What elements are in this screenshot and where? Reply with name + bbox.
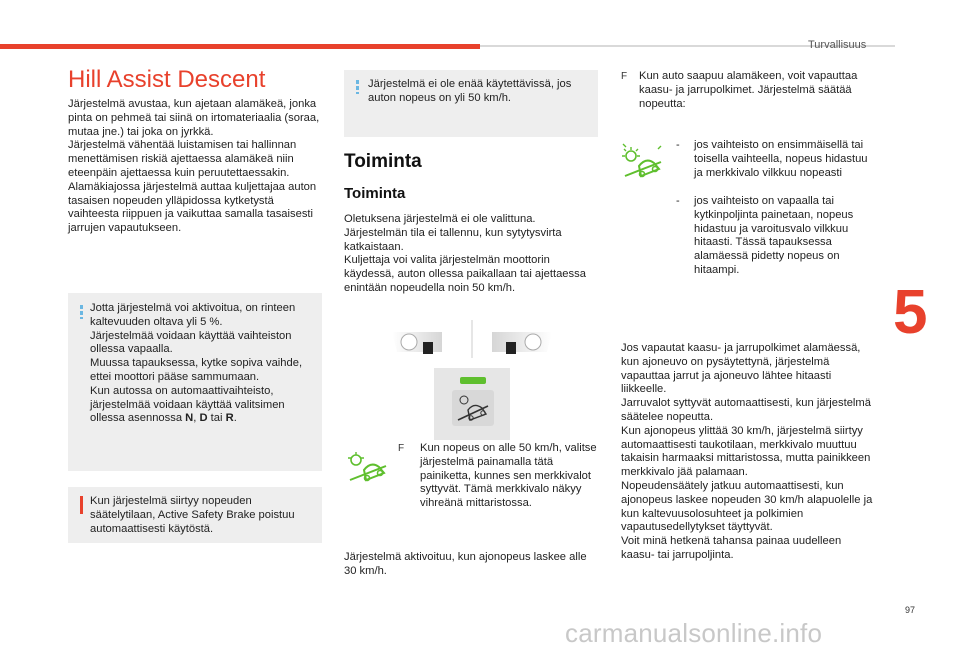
- step-release-pedals: [639, 70, 877, 111]
- step-text: Kun nopeus on alle 50 km/h, valitse järjestelmä painamalla tätä painiketta, kunnes sen merkkivalot syttyvät. Tämä merkkivalo näkyy vihreänä mittaristossa.: [420, 442, 597, 510]
- info-text-span: Kun autossa on automaattivaihteisto, järjestelmää voidaan käyttää valitsimen ollessa asennossa: [90, 384, 285, 425]
- page-number: 97: [905, 605, 916, 615]
- operation-text: [344, 213, 596, 296]
- bullet-marker: F: [398, 443, 405, 454]
- info-text: [90, 385, 318, 426]
- separator: ,: [193, 412, 200, 425]
- section-heading: Toiminta: [344, 151, 422, 172]
- dash-text: jos vaihteisto on vapaalla tai kytkinpoljinta painetaan, nopeus hidastuu ja varoitusvalo vilkkuu hitaasti. Tässä tapauksessa alamäessä pidetty nopeus on hitaampi.: [694, 195, 854, 276]
- intro-paragraph: Järjestelmä avustaa, kun ajetaan alamäkeä, jonka pinta on pehmeä tai siinä on irtomateriaalia (soraa, mutaa jne.) tai joka on jyrkkä.: [68, 98, 320, 138]
- page-title: Hill Assist Descent: [68, 66, 266, 93]
- body-paragraph: Kuljettaja voi valita järjestelmän moottorin käydessä, auton ollessa paikallaan tai ajettaessa enintään nopeudella noin 50 km/h.: [344, 254, 586, 294]
- info-box-speed-limit: [344, 70, 598, 137]
- chapter-number: 5: [893, 278, 928, 347]
- hill-descent-indicator-icon: [346, 450, 390, 484]
- info-box-requirements: [68, 293, 322, 471]
- activation-text: [344, 551, 596, 579]
- button-led-indicator: [460, 377, 486, 384]
- gear-n: N: [185, 412, 194, 425]
- info-marker: [80, 305, 83, 319]
- gear-r: R: [225, 412, 234, 425]
- body-paragraph: Järjestelmän tila ei tallennu, kun sytytysvirta katkaistaan.: [344, 226, 562, 253]
- period: .: [233, 412, 237, 425]
- dash-marker: -: [676, 195, 680, 207]
- info-text: Järjestelmää voidaan käyttää vaihteiston ollessa vapaalla.: [90, 329, 292, 356]
- warning-box: [68, 487, 322, 543]
- steering-wheel-icon: [525, 334, 541, 350]
- info-text: Järjestelmä ei ole enää käytettävissä, jos auton nopeus on yli 50 km/h.: [368, 78, 572, 104]
- release-text: [621, 342, 873, 563]
- body-paragraph: Voit minä hetkenä tahansa painaa uudelleen kaasu- tai jarrupoljinta.: [621, 535, 842, 561]
- body-paragraph: Jos vapautat kaasu- ja jarrupolkimet alamäessä, kun ajoneuvo on pysäytettynä, järjestelmä vapauttaa jarrut ja ajoneuvo lähtee hitaasti liikkeelle.: [621, 342, 861, 396]
- header-accent-bar: [0, 44, 480, 49]
- body-paragraph: Jarruvalot syttyvät automaattisesti, kun järjestelmä säätelee nopeutta.: [621, 397, 871, 423]
- gear-d: D: [199, 412, 208, 425]
- warning-marker: [80, 496, 83, 514]
- dash-marker: -: [676, 139, 680, 151]
- console-right-panel: [492, 332, 552, 352]
- watermark: carmanualsonline.info: [565, 618, 823, 648]
- dash-text: jos vaihteisto on ensimmäisellä tai toisella vaihteella, nopeus hidastuu ja merkkivalo vilkkuu nopeasti: [694, 139, 868, 179]
- hill-descent-button-icon[interactable]: [452, 390, 494, 426]
- warning-text: Kun järjestelmä siirtyy nopeuden säätelytilaan, Active Safety Brake poistuu automaattisesti käytöstä.: [90, 495, 295, 535]
- steering-wheel-icon: [401, 334, 417, 350]
- dash-item-neutral: [694, 195, 874, 278]
- step-select-button: [420, 442, 598, 511]
- switch-knob-right: [506, 342, 516, 354]
- console-illustration: [392, 320, 552, 440]
- bullet-marker: F: [621, 71, 628, 82]
- body-paragraph: Oletuksena järjestelmä ei ole valittuna.: [344, 213, 536, 225]
- intro-paragraph: Järjestelmä vähentää luistamisen tai hallinnan menettämisen riskiä ajettaessa alamäkeä niin eteenpäin ajettaessa kuin peruutettaessakin.: [68, 139, 297, 179]
- info-text: Muussa tapauksessa, kytke sopiva vaihde, ettei moottori pääse sammumaan.: [90, 357, 303, 383]
- section-label: Turvallisuus: [808, 39, 867, 51]
- info-text: Jotta järjestelmä voi aktivoitua, on rinteen kaltevuuden oltava yli 5 %.: [90, 302, 296, 328]
- switch-knob-left: [423, 342, 433, 354]
- info-marker: [356, 80, 359, 94]
- body-paragraph: Järjestelmä aktivoituu, kun ajonopeus laskee alle 30 km/h.: [344, 551, 587, 577]
- sub-heading: Toiminta: [344, 185, 406, 202]
- separator: tai: [207, 412, 226, 425]
- body-paragraph: Nopeudensäätely jatkuu automaattisesti, kun ajonopeus laskee nopeuden 30 km/h alapuolelle ja kun kaltevuusolosuhteet ja polkimien vapautusedellytykset täyttyvät.: [621, 479, 873, 534]
- dash-item-gear: [694, 139, 874, 180]
- body-paragraph: Kun ajonopeus ylittää 30 km/h, järjestelmä siirtyy automaattisesti taukotilaan, merkkivalo muuttuu takaisin harmaaksi mittaristossa, mutta painikkeen merkkivalo jää palamaan.: [621, 424, 871, 479]
- hill-descent-flashing-icon: [621, 142, 665, 184]
- intro-text: [68, 98, 320, 236]
- step-text: Kun auto saapuu alamäkeen, voit vapauttaa kaasu- ja jarrupolkimet. Järjestelmä säätää nopeutta:: [639, 70, 858, 110]
- intro-paragraph: Alamäkiajossa järjestelmä auttaa kuljettajaa auton tasaisen nopeuden ylläpidossa kytketystä vaihteesta riippuen ja vaikuttaa samalla tasaisesti jarrujen vapautukseen.: [68, 180, 317, 235]
